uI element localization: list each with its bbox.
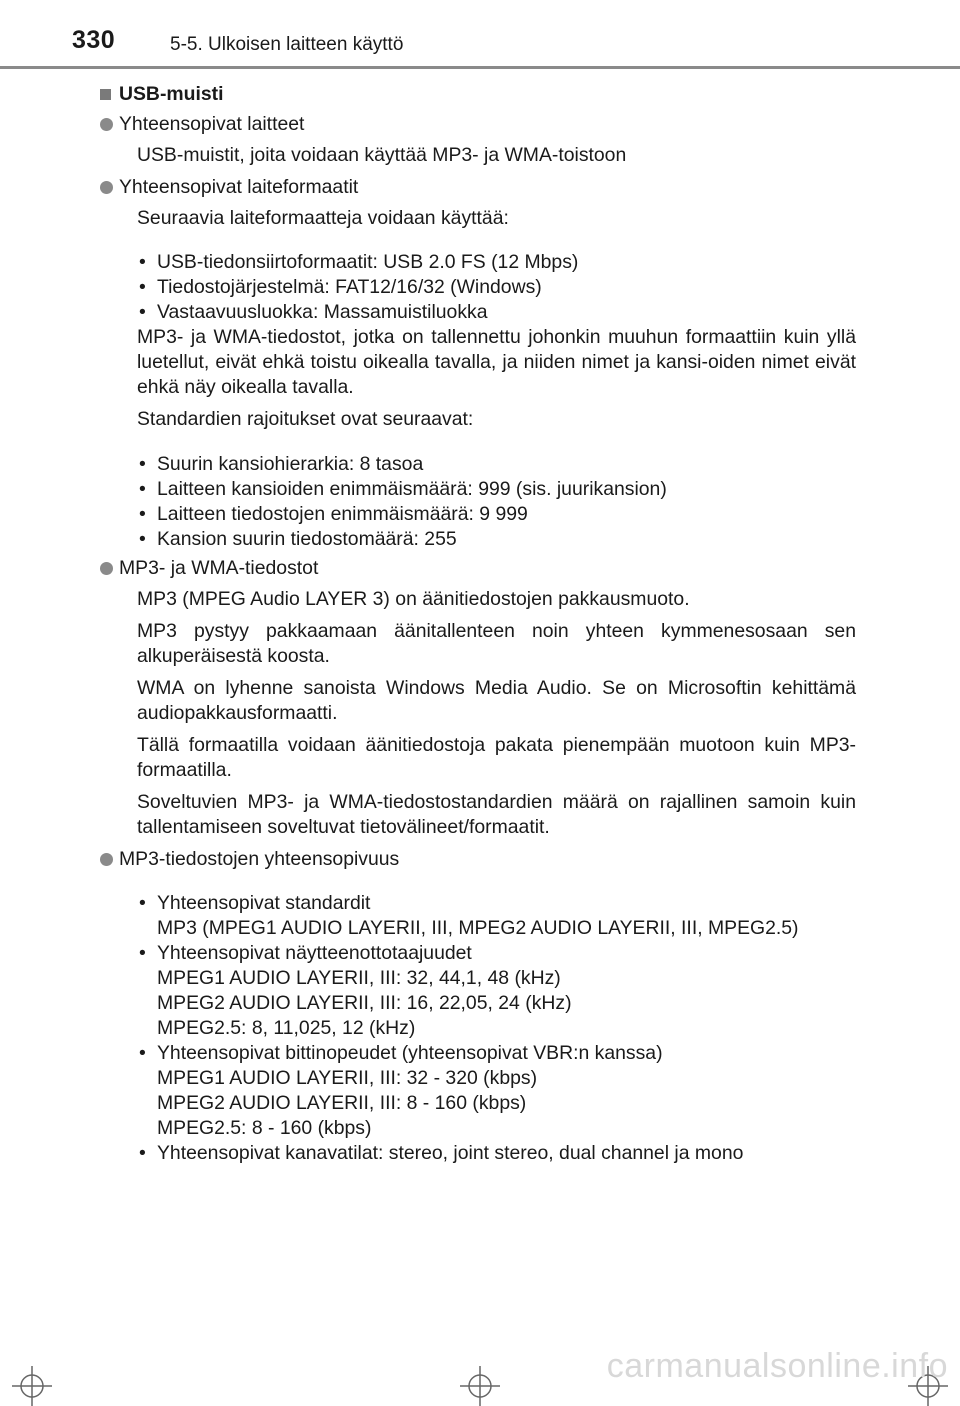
crosshair-icon xyxy=(460,1366,500,1406)
circle-bullet-icon xyxy=(100,181,113,194)
list-item: • Laitteen tiedostojen enimmäismäärä: 9 999 xyxy=(137,502,856,527)
usb-memory-heading xyxy=(100,82,856,107)
list-item xyxy=(137,941,856,1041)
square-bullet-icon xyxy=(100,89,111,100)
list-item xyxy=(137,1041,856,1141)
page-number: 330 xyxy=(72,26,116,54)
list-item: • Laitteen kansioiden enimmäismäärä: 999 (sis. juurikansion) xyxy=(137,477,856,502)
mp3-wma-paragraph: Soveltuvien MP3- ja WMA-tiedostostandardien määrä on rajallinen samoin kuin tallentamiseen soveltuvat tietovälineet/formaatit. xyxy=(137,790,856,838)
list-item: • USB-tiedonsiirtoformaatit: USB 2.0 FS (12 Mbps) xyxy=(137,250,856,275)
page-header xyxy=(0,0,960,68)
sampling-value: MPEG2.5: 8, 11,025, 12 (kHz) xyxy=(157,1017,416,1040)
section-title: 5-5. Ulkoisen laitteen käyttö xyxy=(170,34,404,55)
mp3-wma-title xyxy=(100,556,856,581)
mp3-wma-paragraph: Tällä formaatilla voidaan äänitiedostoja pakata pienempään muotoon kuin MP3-formaatilla. xyxy=(137,733,856,781)
mp3-compat-list xyxy=(137,891,856,1166)
bitrate-value: MPEG1 AUDIO LAYERII, III: 32 - 320 (kbps) xyxy=(157,1067,538,1090)
watermark: carmanualsonline.info xyxy=(606,1347,948,1385)
list-item: • Kansion suurin tiedostomäärä: 255 xyxy=(137,527,856,552)
crosshair-icon xyxy=(12,1366,52,1406)
page-content xyxy=(100,82,856,1166)
format-list xyxy=(137,250,856,325)
sampling-value: MPEG1 AUDIO LAYERII, III: 32, 44,1, 48 (kHz) xyxy=(157,967,561,990)
list-item: • Tiedostojärjestelmä: FAT12/16/32 (Windows) xyxy=(137,275,856,300)
limits-intro: Standardien rajoitukset ovat seuraavat: xyxy=(137,408,474,431)
compatible-formats-title xyxy=(100,175,856,200)
circle-bullet-icon xyxy=(100,562,113,575)
list-item: • Yhteensopivat kanavatilat: stereo, joint stereo, dual channel ja mono xyxy=(137,1141,856,1166)
header-divider xyxy=(0,66,960,69)
mp3-compat-title-text: MP3-tiedostojen yhteensopivuus xyxy=(119,847,400,870)
usb-memory-heading-text: USB-muisti xyxy=(119,83,224,105)
compatible-devices-text: USB-muistit, joita voidaan käyttää MP3- ja WMA-toistoon xyxy=(137,144,627,166)
circle-bullet-icon xyxy=(100,118,113,131)
mp3-wma-title-text: MP3- ja WMA-tiedostot xyxy=(119,556,319,579)
mp3-wma-paragraph: MP3 pystyy pakkaamaan äänitallenteen noin yhteen kymmenesosaan sen alkuperäisestä koosta. xyxy=(137,619,856,667)
circle-bullet-icon xyxy=(100,853,113,866)
compatible-devices-title-text: Yhteensopivat laitteet xyxy=(119,113,305,135)
mp3-compat-title xyxy=(100,847,856,872)
standards-label: • Yhteensopivat standardit xyxy=(157,892,371,915)
list-item xyxy=(137,891,856,941)
mp3-wma-paragraph: WMA on lyhenne sanoista Windows Media Audio. Se on Microsoftin kehittämä audiopakkausformaatti. xyxy=(137,676,856,724)
list-item: • Vastaavuusluokka: Massamuistiluokka xyxy=(137,300,856,325)
limits-list xyxy=(137,452,856,552)
sampling-label: • Yhteensopivat näytteenottotaajuudet xyxy=(157,942,472,965)
mp3-wma-paragraph: MP3 (MPEG Audio LAYER 3) on äänitiedostojen pakkausmuoto. xyxy=(137,587,690,610)
standards-value: MP3 (MPEG1 AUDIO LAYERII, III, MPEG2 AUDIO LAYERII, III, MPEG2.5) xyxy=(157,917,799,940)
compatible-devices-title xyxy=(100,112,856,137)
sampling-value: MPEG2 AUDIO LAYERII, III: 16, 22,05, 24 (kHz) xyxy=(157,992,572,1015)
bitrate-label: • Yhteensopivat bittinopeudet (yhteensopivat VBR:n kanssa) xyxy=(157,1042,663,1065)
list-item: • Suurin kansiohierarkia: 8 tasoa xyxy=(137,452,856,477)
compatible-formats-intro: Seuraavia laiteformaatteja voidaan käyttää: xyxy=(137,207,509,229)
compatible-formats-title-text: Yhteensopivat laiteformaatit xyxy=(119,176,359,198)
bitrate-value: MPEG2.5: 8 - 160 (kbps) xyxy=(157,1117,372,1140)
bitrate-value: MPEG2 AUDIO LAYERII, III: 8 - 160 (kbps) xyxy=(157,1092,527,1115)
format-note: MP3- ja WMA-tiedostot, jotka on tallennettu johonkin muuhun formaattiin kuin yllä luetellut, eivät ehkä toistu oikealla tavalla, ja niiden nimet ja kansi-oiden nimet eivät ehkä näy oikealla tavalla. xyxy=(137,326,856,399)
